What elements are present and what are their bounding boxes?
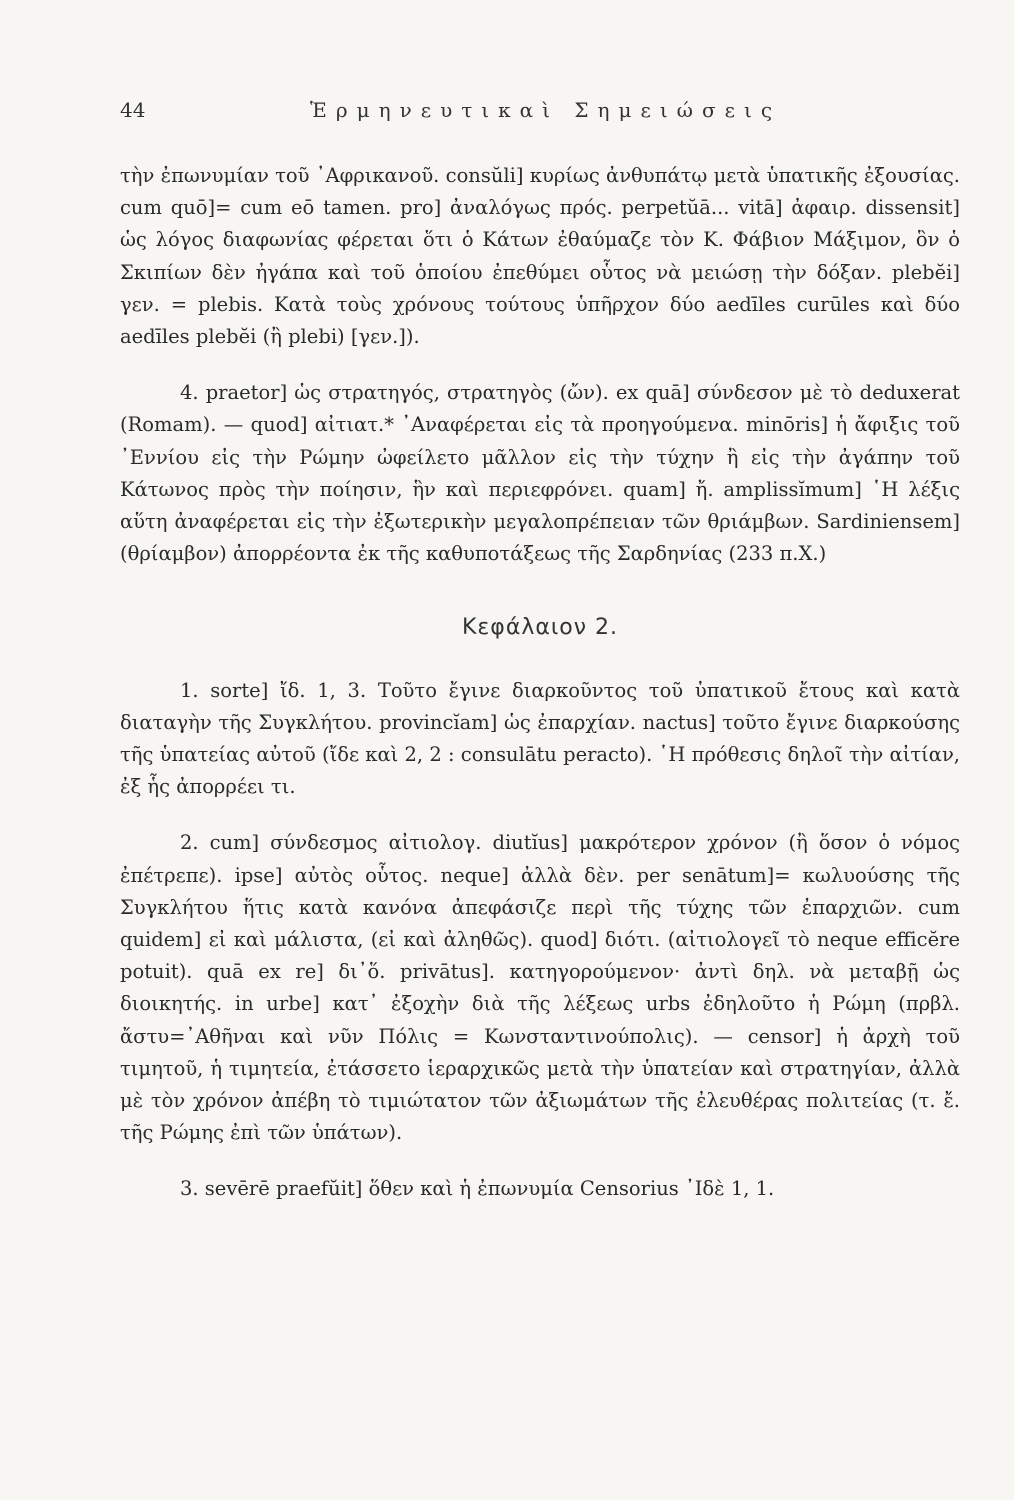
chapter-heading: Κεφάλαιον 2. <box>461 615 619 641</box>
paragraph-note-3: 3. sevērē praefŭit] ὅθεν καὶ ἡ ἐπωνυμία Censorius ᾿Ιδὲ 1, 1. <box>180 1177 775 1201</box>
running-title: Ἑρμηνευτικαὶ Σημειώσεις <box>310 98 782 122</box>
page-number: 44 <box>120 98 146 122</box>
paragraph-note-4: 4. praetor] ὡς στρατηγός, στρατηγὸς (ὤν). ex quā] σύνδεσον μὲ τὸ deduxerat (Romam). — quod] αἰτιατ.* ᾿Αναφέρεται εἰς τὰ προηγούμενα. minōris] ἡ ἄφιξις τοῦ ᾿Εννίου εἰς τὴν Ρώμην ὠφείλετο μᾶλλον εἰς τὴν τύχην ἢ εἰς τὴν ἀγάπην τοῦ Κάτωνος πρὸς τὴν ποίησιν, ἣν καὶ περιεφρόνει. quam] ἤ. amplissĭmum] ῾Η λέξις αὕτη ἀναφέρεται εἰς τὴν ἐξωτερικὴν μεγαλοπρέπειαν τῶν θριάμβων. Sardiniensem] (θρίαμβον) ἀπορρέοντα ἐκ τῆς καθυποτάξεως τῆς Σαρδηνίας (233 π.Χ.) <box>120 381 960 566</box>
paragraph-note-1: 1. sorte] ἴδ. 1, 3. Τοῦτο ἔγινε διαρκοῦντος τοῦ ὑπατικοῦ ἔτους καὶ κατὰ διαταγὴν τῆς Συγκλήτου. provincĭam] ὡς ἐπαρχίαν. nactus] τοῦτο ἔγινε διαρκούσης τῆς ὑπατείας αὐτοῦ (ἴδε καὶ 2, 2 : consulātu peracto). ῾Η πρόθεσις δηλοῖ τὴν αἰτίαν, ἐξ ἧς ἀπορρέει τι. <box>120 678 960 799</box>
paragraph-continued: τὴν ἐπωνυμίαν τοῦ ᾿Αφρικανοῦ. consŭli] κυρίως ἀνθυπάτῳ μετὰ ὑπατικῆς ἐξουσίας. cum quō]= cum eō tamen. pro] ἀναλόγως πρός. perpetŭā... vitā] ἀφαιρ. dissensit] ὡς λόγος διαφωνίας φέρεται ὅτι ὁ Κάτων ἐθαύμαζε τὸν Κ. Φάβιον Μάξιμον, ὃν ὁ Σκιπίων δὲν ἠγάπα καὶ τοῦ ὁποίου ἐπεθύμει οὗτος νὰ μειώσῃ τὴν δόξαν. plebĕi] γεν. = plebis. Κατὰ τοὺς χρόνους τούτους ὑπῆρχον δύο aedīles curūles καὶ δύο aedīles plebĕi (ἢ plebi) [γεν.]). <box>120 164 960 349</box>
commentary-body <box>120 160 960 1206</box>
paragraph-note-2: 2. cum] σύνδεσμος αἰτιολογ. diutĭus] μακρότερον χρόνον (ἢ ὅσον ὁ νόμος ἐπέτρεπε). ipse] αὐτὸς οὗτος. neque] ἀλλὰ δὲν. per senātum]= κωλυούσης τῆς Συγκλήτου ἥτις κατὰ κανόνα ἀπεφάσιζε περὶ τῆς τύχης τῶν ἐπαρχιῶν. cum quidem] εἰ καὶ μάλιστα, (εἰ καὶ ἀληθῶς). quod] διότι. (αἰτιολογεῖ τὸ neque efficĕre potuit). quā ex re] δι᾿ὅ. privātus]. κατηγορούμενον· ἀντὶ δηλ. νὰ μεταβῇ ὡς διοικητής. in urbe] κατ᾿ ἐξοχὴν διὰ τῆς λέξεως urbs ἐδηλοῦτο ἡ Ρώμη (πρβλ. ἄστυ=᾿Αθῆναι καὶ νῦν Πόλις = Κωνσταντινούπολις). — censor] ἡ ἀρχὴ τοῦ τιμητοῦ, ἡ τιμητεία, ἐτάσσετο ἱεραρχικῶς μετὰ τὴν ὑπατείαν καὶ στρατηγίαν, ἀλλὰ μὲ τὸν χρόνον ἀπέβη τὸ τιμιώτατον τῶν ἀξιωμάτων τῆς ἐλευθέρας πολιτείας (τ. ἔ. τῆς Ρώμης ἐπὶ τῶν ὑπάτων). <box>120 831 960 1145</box>
